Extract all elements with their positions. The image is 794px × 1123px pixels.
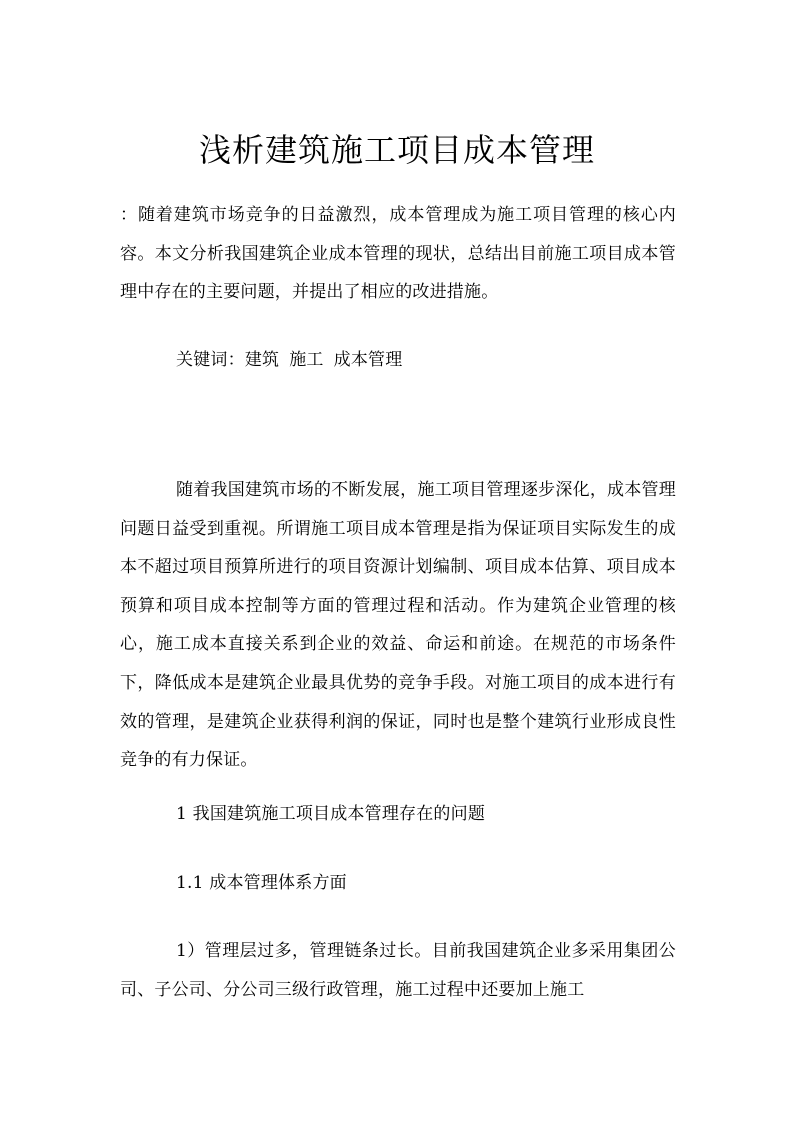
keyword-item: 施工 <box>289 350 324 370</box>
abstract-paragraph: ：随着建筑市场竞争的日益激烈，成本管理成为施工项目管理的核心内容。本文分析我国建筑企业成本管理的现状，总结出目前施工项目成本管理中存在的主要问题，并提出了相应的改进措施。 <box>120 205 676 303</box>
body-paragraph: 1）管理层过多，管理链条过长。目前我国建筑企业多采用集团公司、子公司、分公司三级行政管理，施工过程中还要加上施工 <box>120 941 676 1000</box>
keyword-item: 建筑 <box>244 350 280 370</box>
document-title: 浅析建筑施工项目成本管理 <box>198 131 595 169</box>
keywords-label: 关键词： <box>176 350 245 370</box>
keyword-item: 成本管理 <box>333 350 403 370</box>
keywords-line <box>120 341 676 380</box>
section-heading: 1 我国建筑施工项目成本管理存在的问题 <box>176 804 486 824</box>
intro-paragraph: 随着我国建筑市场的不断发展，施工项目管理逐步深化，成本管理问题日益受到重视。所谓施工项目成本管理是指为保证项目实际发生的成本不超过项目预算所进行的项目资源计划编制、项目成本估算、项目成本预算和项目成本控制等方面的管理过程和活动。作为建筑企业管理的核心，施工成本直接关系到企业的效益、命运和前途。在规范的市场条件下，降低成本是建筑企业最具优势的竞争手段。对施工项目的成本进行有效的管理，是建筑企业获得利润的保证，同时也是整个建筑行业形成良性竞争的有力保证。 <box>120 480 676 771</box>
subsection-heading: 1.1 成本管理体系方面 <box>176 873 347 893</box>
